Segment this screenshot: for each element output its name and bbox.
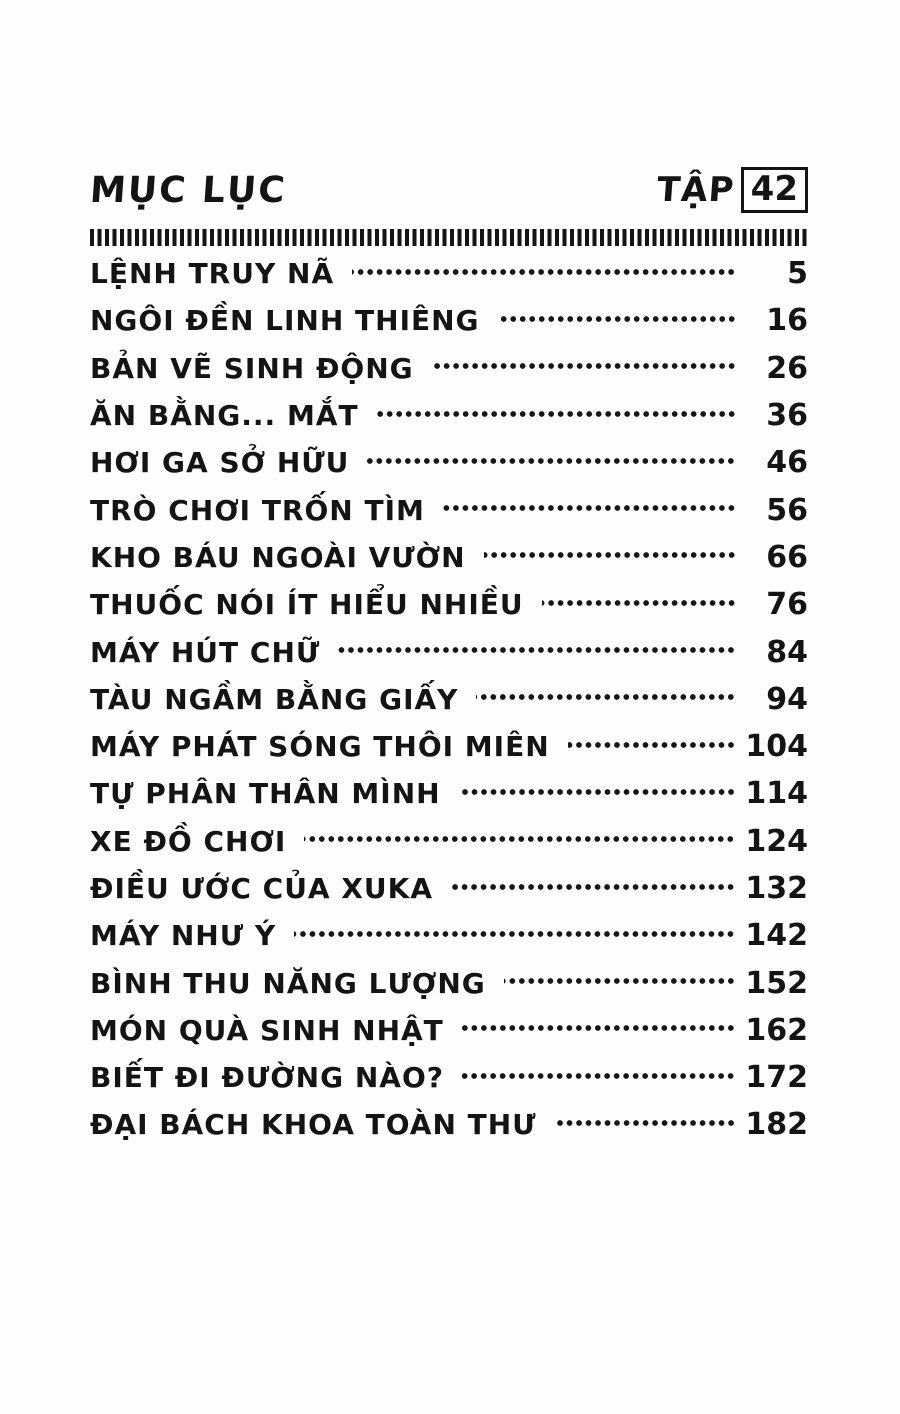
toc-list [90, 250, 808, 1149]
toc-entry [90, 818, 808, 865]
toc-header [90, 166, 808, 214]
dotted-leader [367, 458, 736, 464]
entry-title: TỰ PHÂN THÂN MÌNH [90, 777, 441, 811]
toc-entry [90, 723, 808, 770]
entry-page-number: 132 [745, 871, 808, 906]
entry-page-number: 152 [745, 965, 808, 1001]
entry-page-number: 36 [766, 398, 808, 434]
entry-page-number: 5 [787, 256, 808, 292]
toc-entry [90, 250, 808, 297]
entry-title: NGÔI ĐỀN LINH THIÊNG [90, 304, 480, 338]
entry-title: MÁY HÚT CHỮ [90, 635, 321, 669]
dotted-leader [476, 694, 736, 700]
entry-page-number: 172 [745, 1060, 808, 1096]
toc-entry [90, 1054, 808, 1101]
entry-page-number: 94 [766, 681, 808, 717]
entry-title: HƠI GA SỞ HỮU [90, 446, 350, 480]
entry-title: MÁY NHƯ Ý [90, 919, 277, 953]
volume-number-badge: 42 [741, 167, 808, 213]
toc-entry [90, 628, 808, 675]
entry-title: BẢN VẼ SINH ĐỘNG [90, 351, 414, 385]
dotted-leader [377, 411, 736, 417]
toc-entry [90, 297, 808, 344]
toc-entry [90, 439, 808, 486]
dotted-leader [555, 1120, 736, 1126]
entry-title: BIẾT ĐI ĐƯỜNG NÀO? [90, 1061, 444, 1095]
dotted-leader [462, 1025, 736, 1031]
entry-page-number: 162 [745, 1012, 808, 1048]
entry-page-number: 84 [766, 634, 808, 670]
dotted-leader [568, 742, 736, 748]
entry-page-number: 16 [766, 303, 808, 339]
entry-page-number: 104 [745, 729, 808, 765]
page-title: MỤC LỤC [88, 169, 289, 211]
toc-entry [90, 770, 808, 817]
entry-page-number: 114 [745, 776, 808, 812]
toc-entry [90, 676, 808, 723]
dotted-leader [304, 836, 735, 842]
entry-page-number: 46 [766, 445, 808, 481]
entry-title: TRÒ CHƠI TRỐN TÌM [90, 493, 425, 527]
toc-entry [90, 534, 808, 581]
entry-page-number: 182 [745, 1107, 808, 1143]
dotted-leader [432, 363, 736, 369]
entry-title: TÀU NGẦM BẰNG GIẤY [90, 682, 459, 716]
dotted-leader [542, 600, 736, 606]
dotted-leader [462, 1073, 735, 1079]
entry-title: KHO BÁU NGOÀI VƯỜN [90, 540, 466, 574]
dotted-leader [459, 789, 736, 795]
entry-page-number: 66 [766, 539, 808, 575]
entry-page-number: 76 [766, 587, 808, 623]
volume-indicator [657, 167, 808, 213]
dotted-leader [451, 884, 735, 890]
toc-entry [90, 581, 808, 628]
entry-title: BÌNH THU NĂNG LƯỢNG [90, 966, 486, 1000]
entry-title: THUỐC NÓI ÍT HIỂU NHIỀU [90, 588, 524, 622]
volume-label: TẬP [655, 169, 737, 210]
toc-entry [90, 392, 808, 439]
dotted-leader [484, 552, 736, 558]
entry-title: ĐIỀU ƯỚC CỦA XUKA [90, 872, 434, 905]
dotted-leader [443, 505, 736, 511]
entry-page-number: 124 [745, 823, 808, 859]
entry-title: ĂN BẰNG... MẮT [90, 399, 359, 433]
entry-page-number: 26 [766, 350, 808, 386]
toc-entry [90, 959, 808, 1006]
toc-entry [90, 912, 808, 959]
dotted-leader [498, 316, 736, 322]
entry-page-number: 142 [745, 918, 808, 954]
toc-entry [90, 865, 808, 912]
dotted-leader [504, 978, 736, 984]
dotted-leader [352, 269, 736, 275]
dotted-leader [294, 931, 735, 937]
entry-title: MÓN QUÀ SINH NHẬT [90, 1013, 444, 1047]
entry-page-number: 56 [766, 492, 808, 528]
toc-entry [90, 345, 808, 392]
toc-entry [90, 1101, 808, 1148]
entry-title: MÁY PHÁT SÓNG THÔI MIÊN [90, 730, 550, 764]
dotted-leader [338, 647, 736, 653]
toc-entry [90, 486, 808, 533]
toc-entry [90, 1007, 808, 1054]
entry-title: LỆNH TRUY NÃ [90, 257, 335, 291]
striped-divider [90, 229, 808, 246]
entry-title: ĐẠI BÁCH KHOA TOÀN THƯ [90, 1108, 537, 1142]
entry-title: XE ĐỒ CHƠI [90, 824, 287, 858]
